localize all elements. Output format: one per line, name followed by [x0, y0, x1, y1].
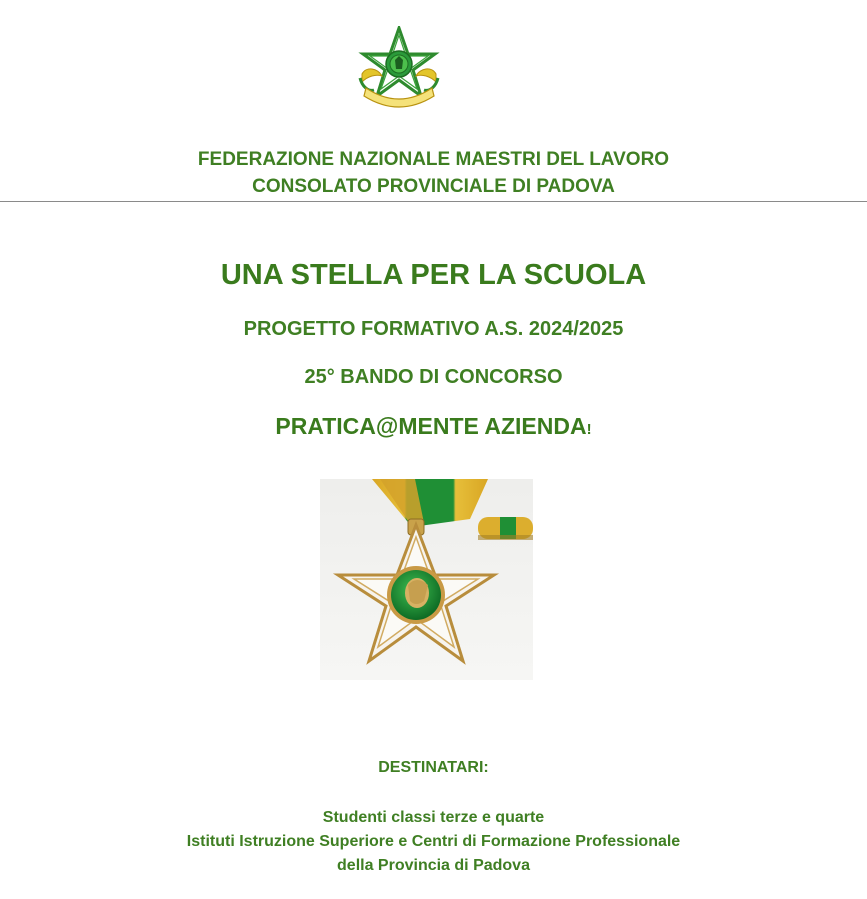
star-emblem-icon [356, 26, 442, 108]
recipients-line: Istituti Istruzione Superiore e Centri di Formazione Professionale [186, 833, 681, 850]
recipients-heading: DESTINATARI: [378, 759, 489, 776]
contest-edition: 25° BANDO DI CONCORSO [304, 366, 563, 388]
federation-header [0, 146, 867, 200]
recipients-line: Studenti classi terze e quarte [322, 809, 545, 826]
project-subtitle: PROGETTO FORMATIVO A.S. 2024/2025 [243, 318, 624, 340]
recipients-list [0, 806, 867, 878]
federation-name: FEDERAZIONE NAZIONALE MAESTRI DEL LAVORO [197, 149, 670, 170]
project-slogan [0, 411, 867, 445]
consulate-name: CONSOLATO PROVINCIALE DI PADOVA [252, 176, 615, 197]
recipients-line: della Provincia di Padova [337, 857, 530, 874]
star-medal-icon [320, 479, 533, 680]
medal-photo [320, 479, 533, 680]
header-divider [0, 201, 867, 202]
page-title: UNA STELLA PER LA SCUOLA [220, 259, 647, 291]
slogan-text: PRATICA@MENTE AZIENDA [275, 413, 587, 439]
federation-logo [356, 26, 442, 108]
slogan-exclamation: ! [586, 421, 592, 438]
